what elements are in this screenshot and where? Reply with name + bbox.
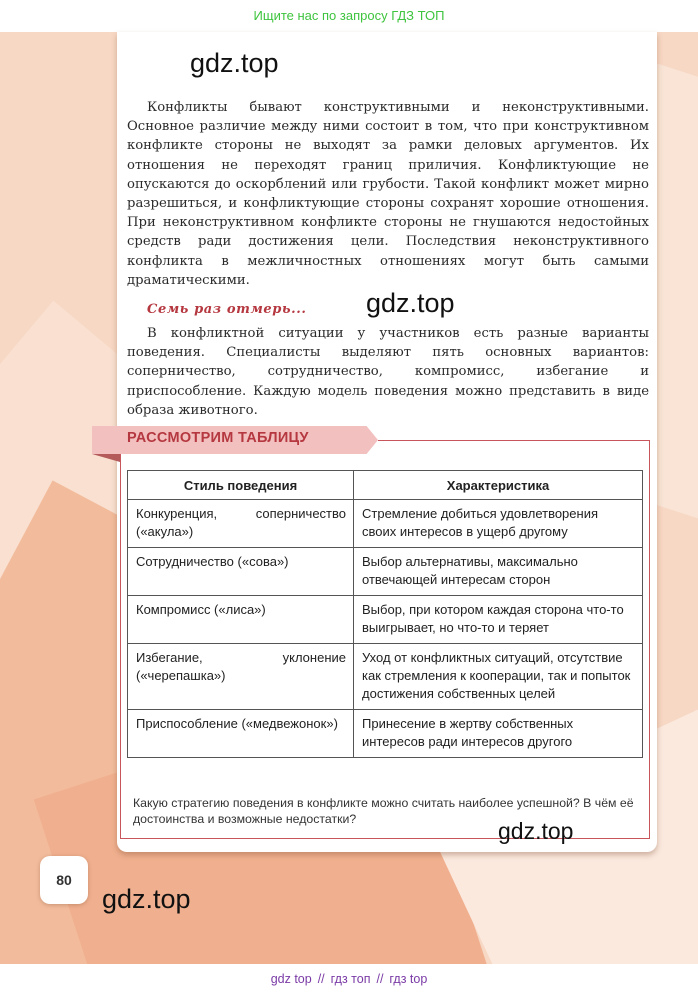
style-cell: Компромисс («лиса») — [128, 596, 354, 644]
footer-link[interactable]: gdz top — [270, 972, 312, 986]
characteristic-cell: Стремление добиться удовлетворения своих интересов в ущерб другому — [354, 500, 643, 548]
characteristic-cell: Уход от конфликтных ситуаций, отсутствие как стремления к кооперации, так и попыток достижения собственных целей — [354, 644, 643, 710]
table-row — [128, 548, 643, 596]
characteristic-cell: Выбор альтернативы, максимально отвечающей интересам сторон — [354, 548, 643, 596]
footer-separator: // — [317, 972, 325, 986]
subheading: Семь раз отмерь... — [147, 302, 307, 317]
paragraph-variants: В конфликтной ситуации у участников есть разные варианты поведения. Специалисты выделяют пять основных вариантов: соперничество, сотрудничество, компромисс, избегание и приспособление. Каждую модель поведения можно представить в виде образа животного. — [127, 326, 649, 418]
footer-links — [0, 964, 698, 997]
table-row — [128, 596, 643, 644]
footer-link[interactable]: гдз топ — [330, 972, 371, 986]
watermark: gdz.top — [366, 288, 455, 318]
behavior-table — [127, 470, 643, 758]
paragraph-conflicts: Конфликты бывают конструктивными и неконструктивными. Основное различие между ними состоит в том, что при конструктивном конфликте стороны не выходят за рамки деловых аргументов. Их отношения не переходят границ приличия. Конфликтующие не опускаются до оскорблений или грубости. Такой конфликт может мирно разрешиться, и конфликтующие стороны сохранят хорошие отношения. При неконструктивном конфликте стороны не гнушаются недостойных средств ради достижения цели. Последствия неконструктивного конфликта в межличностных отношениях могут быть самыми драматическими. — [127, 100, 649, 288]
footer-separator: // — [376, 972, 384, 986]
watermark: gdz.top — [498, 818, 574, 844]
watermark: gdz.top — [190, 48, 279, 78]
column-header-style: Стиль поведения — [128, 471, 354, 500]
page-number: 80 — [40, 856, 88, 904]
style-cell: Избегание, уклонение («черепашка») — [128, 644, 354, 710]
table-row — [128, 500, 643, 548]
style-cell: Приспособление («медвежонок») — [128, 710, 354, 758]
table-frame-top — [378, 440, 649, 441]
table-row — [128, 644, 643, 710]
style-cell: Конкуренция, соперничество («акула») — [128, 500, 354, 548]
column-header-characteristic: Характеристика — [354, 471, 643, 500]
table-row — [128, 710, 643, 758]
discussion-question: Какую стратегию поведения в конфликте можно считать наиболее успешной? В чём её достоинства и возможные недостатки? — [133, 796, 634, 826]
style-cell: Сотрудничество («сова») — [128, 548, 354, 596]
table-banner-label: РАССМОТРИМ ТАБЛИЦУ — [127, 430, 309, 446]
footer-link[interactable]: гдз top — [389, 972, 428, 986]
characteristic-cell: Принесение в жертву собственных интересов ради интересов другого — [354, 710, 643, 758]
table-header-row — [128, 471, 643, 500]
characteristic-cell: Выбор, при котором каждая сторона что-то выигрывает, но что-то и теряет — [354, 596, 643, 644]
top-promo-banner: Ищите нас по запросу ГДЗ ТОП — [0, 0, 698, 32]
watermark: gdz.top — [102, 884, 191, 914]
